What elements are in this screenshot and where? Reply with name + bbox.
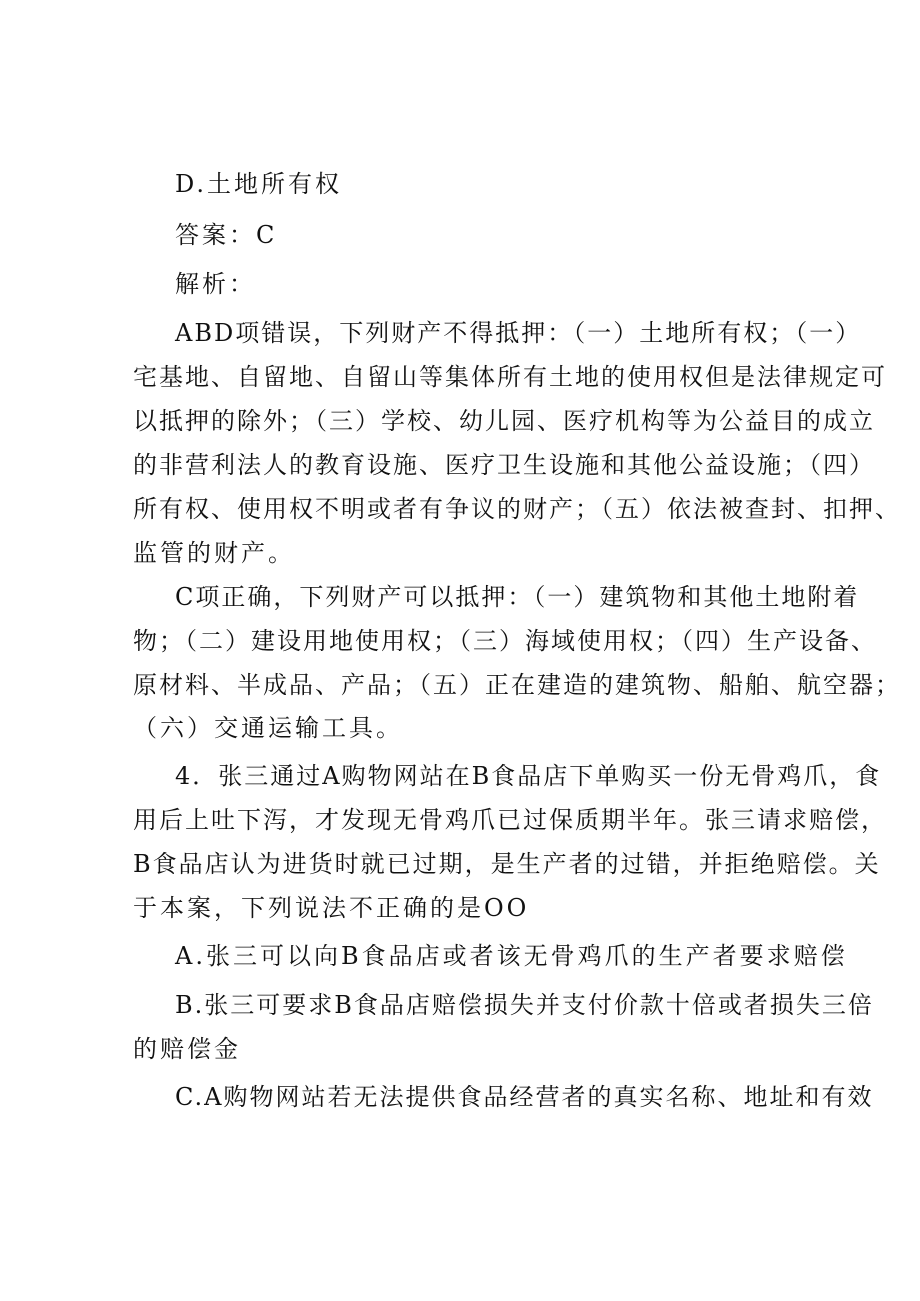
option-b-line-1: B.张三可要求B食品店赔偿损失并支付价款十倍或者损失三倍 — [175, 991, 874, 1019]
paragraph-abd-line-2: 宅基地、自留地、自留山等集体所有土地的使用权但是法律规定可 — [133, 363, 887, 391]
paragraph-abd-line-6: 监管的财产。 — [133, 539, 295, 567]
option-d: D.土地所有权 — [175, 170, 343, 198]
paragraph-abd-line-4: 的非营利法人的教育设施、医疗卫生设施和其他公益设施；（四） — [133, 451, 875, 479]
paragraph-c-line-3: 原材料、半成品、产品；（五）正在建造的建筑物、船舶、航空器； — [133, 671, 901, 699]
answer-line: 答案：C — [175, 221, 278, 249]
option-a: A.张三可以向B食品店或者该无骨鸡爪的生产者要求赔偿 — [175, 942, 848, 970]
paragraph-abd-line-3: 以抵押的除外；（三）学校、幼儿园、医疗机构等为公益目的成立 — [133, 407, 875, 435]
question-4-line-1: 4．张三通过A购物网站在B食品店下单购买一份无骨鸡爪，食 — [175, 762, 882, 790]
paragraph-c-line-2: 物；（二）建设用地使用权；（三）海域使用权；（四）生产设备、 — [133, 627, 877, 655]
option-b-line-2: 的赔偿金 — [133, 1035, 241, 1063]
question-4-line-4: 于本案，下列说法不正确的是OO — [133, 894, 530, 922]
paragraph-abd-line-5: 所有权、使用权不明或者有争议的财产；（五）依法被查封、扣押、 — [133, 495, 901, 523]
analysis-label: 解析： — [175, 270, 256, 298]
paragraph-abd-line-1: ABD项错误，下列财产不得抵押：（一）土地所有权；（一） — [175, 319, 862, 347]
paragraph-c-line-4: （六）交通运输工具。 — [133, 714, 403, 742]
question-4-line-2: 用后上吐下泻，才发现无骨鸡爪已过保质期半年。张三请求赔偿， — [133, 806, 887, 834]
paragraph-c-line-1: C项正确，下列财产可以抵押：（一）建筑物和其他土地附着 — [175, 583, 860, 611]
question-4-line-3: B食品店认为进货时就已过期，是生产者的过错，并拒绝赔偿。关 — [133, 850, 881, 878]
option-c: C.A购物网站若无法提供食品经营者的真实名称、地址和有效 — [175, 1083, 874, 1111]
